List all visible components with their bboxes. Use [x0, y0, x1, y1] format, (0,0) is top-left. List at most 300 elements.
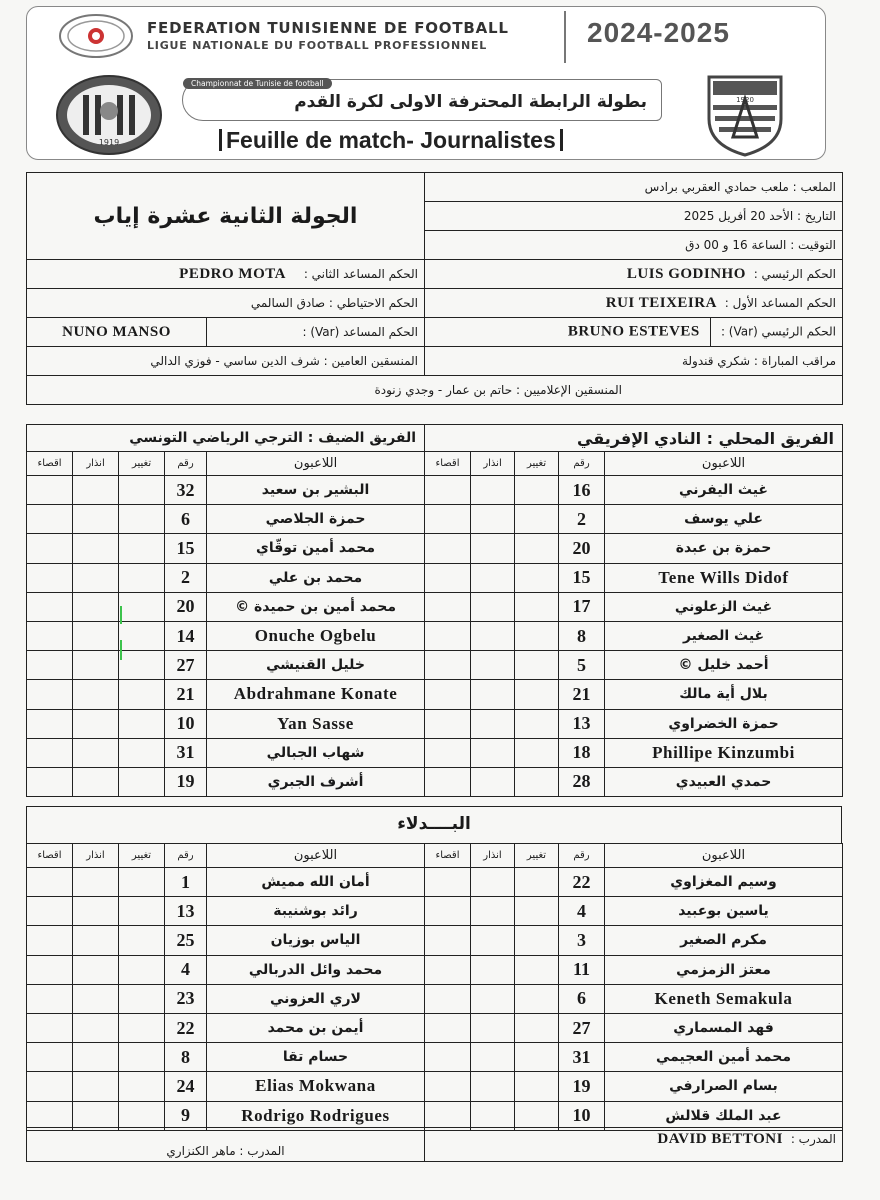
substitution-cell [119, 534, 165, 563]
substitution-cell [119, 738, 165, 767]
away-sub-row [27, 897, 425, 926]
round-title: الجولة الثانية عشرة إياب [27, 173, 425, 260]
expulsion-cell [27, 1043, 73, 1072]
player-name: Tene Wills Didof [605, 563, 843, 592]
general-coordinators: المنسقين العامين : شرف الدين ساسي - فوزي الدالي [27, 347, 425, 376]
col-warning: انذار [73, 452, 119, 476]
sheet-header [26, 6, 826, 160]
player-number: 22 [165, 1013, 207, 1042]
away-sub-row [27, 984, 425, 1013]
substitution-cell [515, 897, 559, 926]
warning-cell [73, 738, 119, 767]
warning-cell [73, 1101, 119, 1130]
col-substitution: تغيير [515, 452, 559, 476]
away-sub-row [27, 1101, 425, 1130]
expulsion-cell [425, 955, 471, 984]
player-name: حسام تقا [207, 1043, 425, 1072]
away-starter-row [27, 767, 425, 796]
warning-cell [73, 505, 119, 534]
home-starter-row [425, 621, 843, 650]
warning-cell [471, 534, 515, 563]
col-number: رقم [559, 844, 605, 868]
reserve-referee: الحكم الاحتياطي : صادق السالمي [27, 289, 425, 318]
col-players: اللاعبون [207, 844, 425, 868]
player-number: 13 [165, 897, 207, 926]
player-number: 23 [165, 984, 207, 1013]
warning-cell [471, 926, 515, 955]
player-name: Onuche Ogbelu [207, 621, 425, 650]
match-commissioner: مراقب المباراة : شكري قندولة [425, 347, 843, 376]
championship-tag: Championnat de Tunisie de football [183, 78, 332, 89]
player-name: Rodrigo Rodrigues [207, 1101, 425, 1130]
warning-cell [471, 897, 515, 926]
warning-cell [471, 505, 515, 534]
substitution-cell [515, 1013, 559, 1042]
col-substitution: تغيير [119, 452, 165, 476]
player-number: 22 [559, 868, 605, 897]
player-number: 27 [165, 651, 207, 680]
player-name: ياسين بوعبيد [605, 897, 843, 926]
championship-banner [182, 79, 662, 121]
substitution-cell [515, 534, 559, 563]
substitution-cell [119, 592, 165, 621]
warning-cell [73, 984, 119, 1013]
home-sub-row [425, 1072, 843, 1101]
home-sub-row [425, 897, 843, 926]
player-name: حمزة الجلاصي [207, 505, 425, 534]
player-name: بلال أية مالك [605, 680, 843, 709]
player-number: 2 [559, 505, 605, 534]
assistant-referee-1-name: RUI TEIXEIRA [605, 294, 717, 311]
player-name: محمد أمين بن حميدة © [207, 592, 425, 621]
substitution-cell [119, 476, 165, 505]
substitution-cell [515, 1072, 559, 1101]
substitution-cell [119, 621, 165, 650]
col-substitution: تغيير [119, 844, 165, 868]
warning-cell [471, 1072, 515, 1101]
player-name: محمد بن علي [207, 563, 425, 592]
player-name: Elias Mokwana [207, 1072, 425, 1101]
expulsion-cell [27, 709, 73, 738]
expulsion-cell [27, 1101, 73, 1130]
away-starter-row [27, 621, 425, 650]
substitution-cell [515, 738, 559, 767]
player-number: 4 [559, 897, 605, 926]
expulsion-cell [27, 767, 73, 796]
expulsion-cell [425, 984, 471, 1013]
home-starter-row [425, 563, 843, 592]
expulsion-cell [27, 926, 73, 955]
player-name: علي يوسف [605, 505, 843, 534]
warning-cell [471, 651, 515, 680]
col-expulsion: اقصاء [27, 452, 73, 476]
warning-cell [471, 955, 515, 984]
player-number: 25 [165, 926, 207, 955]
away-starter-row [27, 680, 425, 709]
away-subs-table [26, 843, 425, 1131]
home-sub-row [425, 868, 843, 897]
main-referee-name: LUIS GODINHO [626, 265, 746, 282]
away-starter-row [27, 563, 425, 592]
player-number: 8 [559, 621, 605, 650]
player-number: 13 [559, 709, 605, 738]
warning-cell [73, 767, 119, 796]
stadium-info: الملعب : ملعب حمادي العقربي برادس [425, 173, 843, 202]
away-starters-table [26, 424, 425, 797]
player-name: غيث اليفرني [605, 476, 843, 505]
player-name: رائد بوشنيبة [207, 897, 425, 926]
expulsion-cell [425, 621, 471, 650]
home-sub-row [425, 1043, 843, 1072]
player-number: 24 [165, 1072, 207, 1101]
away-coach: المدرب : ماهر الكنزاري [27, 1128, 425, 1162]
substitution-cell [515, 505, 559, 534]
expulsion-cell [425, 592, 471, 621]
home-starter-row [425, 505, 843, 534]
col-expulsion: اقصاء [27, 844, 73, 868]
away-team-label: الفريق الضيف : الترجي الرياضي التونسي [27, 425, 425, 452]
expulsion-cell [425, 563, 471, 592]
substitution-cell [515, 984, 559, 1013]
player-name: Abdrahmane Konate [207, 680, 425, 709]
player-name: Yan Sasse [207, 709, 425, 738]
home-starter-row [425, 680, 843, 709]
home-sub-row [425, 955, 843, 984]
player-number: 19 [165, 767, 207, 796]
home-starter-row [425, 738, 843, 767]
var-referee-name: BRUNO ESTEVES [567, 323, 700, 340]
warning-cell [471, 476, 515, 505]
warning-cell [471, 563, 515, 592]
away-starter-row [27, 738, 425, 767]
player-number: 2 [165, 563, 207, 592]
substitution-cell [119, 984, 165, 1013]
away-starter-row [27, 651, 425, 680]
substitution-cell [515, 476, 559, 505]
home-team-label: الفريق المحلي : النادي الإفريقي [425, 425, 843, 452]
assistant-referee-2 [27, 260, 425, 289]
player-name: محمد أمين العجيمي [605, 1043, 843, 1072]
home-coach-name: DAVID BETTONI [657, 1131, 783, 1147]
expulsion-cell [425, 1013, 471, 1042]
expulsion-cell [27, 1072, 73, 1101]
player-name: مكرم الصغير [605, 926, 843, 955]
expulsion-cell [425, 476, 471, 505]
player-number: 6 [559, 984, 605, 1013]
warning-cell [471, 868, 515, 897]
main-referee [425, 260, 843, 289]
player-number: 20 [165, 592, 207, 621]
warning-cell [73, 1072, 119, 1101]
player-number: 21 [559, 680, 605, 709]
substitution-cell [119, 897, 165, 926]
season-label: 2024-2025 [587, 17, 730, 48]
federation-name: FEDERATION TUNISIENNE DE FOOTBALL [147, 19, 509, 37]
substitution-cell [119, 680, 165, 709]
var-divider [710, 318, 712, 346]
player-number: 1 [165, 868, 207, 897]
var-referee [425, 318, 843, 347]
warning-cell [73, 476, 119, 505]
expulsion-cell [27, 534, 73, 563]
player-name: Phillipe Kinzumbi [605, 738, 843, 767]
warning-cell [471, 592, 515, 621]
expulsion-cell [27, 955, 73, 984]
expulsion-cell [27, 651, 73, 680]
player-number: 28 [559, 767, 605, 796]
away-starter-row [27, 709, 425, 738]
player-name: حمزة بن عبدة [605, 534, 843, 563]
warning-cell [73, 534, 119, 563]
col-players: اللاعبون [605, 844, 843, 868]
warning-cell [73, 1043, 119, 1072]
expulsion-cell [27, 563, 73, 592]
player-name: فهد المسماري [605, 1013, 843, 1042]
var-assistant-name: NUNO MANSO [27, 318, 207, 347]
away-sub-row [27, 926, 425, 955]
warning-cell [471, 984, 515, 1013]
substitution-cell [515, 926, 559, 955]
warning-cell [73, 563, 119, 592]
var-assistant-label: الحكم المساعد (Var) : [207, 318, 425, 347]
substitution-cell [119, 767, 165, 796]
player-number: 9 [165, 1101, 207, 1130]
warning-cell [73, 897, 119, 926]
title-bar-left [219, 129, 222, 151]
expulsion-cell [425, 1101, 471, 1130]
player-number: 5 [559, 651, 605, 680]
club-africain-logo-year: 1920 [736, 96, 754, 104]
player-name: شهاب الجبالي [207, 738, 425, 767]
expulsion-cell [425, 738, 471, 767]
player-number: 4 [165, 955, 207, 984]
col-warning: انذار [73, 844, 119, 868]
warning-cell [73, 680, 119, 709]
sheet-title [215, 127, 567, 154]
expulsion-cell [425, 534, 471, 563]
substitution-cell [515, 592, 559, 621]
player-name: الياس بوزيان [207, 926, 425, 955]
warning-cell [471, 680, 515, 709]
warning-cell [471, 709, 515, 738]
expulsion-cell [425, 1072, 471, 1101]
player-number: 6 [165, 505, 207, 534]
player-name: لاري العزوني [207, 984, 425, 1013]
home-coach-label: المدرب : [790, 1132, 836, 1146]
player-name: غيث الصغير [605, 621, 843, 650]
warning-cell [471, 621, 515, 650]
league-name: LIGUE NATIONALE DU FOOTBALL PROFESSIONNEL [147, 39, 488, 52]
expulsion-cell [27, 868, 73, 897]
home-subs-table [424, 843, 843, 1131]
player-number: 16 [559, 476, 605, 505]
expulsion-cell [27, 505, 73, 534]
warning-cell [471, 738, 515, 767]
expulsion-cell [425, 897, 471, 926]
home-starter-row [425, 651, 843, 680]
col-number: رقم [165, 844, 207, 868]
away-sub-row [27, 1072, 425, 1101]
player-number: 15 [559, 563, 605, 592]
expulsion-cell [425, 709, 471, 738]
col-expulsion: اقصاء [425, 452, 471, 476]
away-starter-row [27, 505, 425, 534]
col-expulsion: اقصاء [425, 844, 471, 868]
main-referee-label: الحكم الرئيسي : [753, 266, 837, 281]
player-name: حمدي العبيدي [605, 767, 843, 796]
col-substitution: تغيير [515, 844, 559, 868]
substitution-cell [515, 651, 559, 680]
esperance-logo-year: 1919 [98, 138, 120, 147]
substitution-cell [515, 1043, 559, 1072]
substitution-cell [515, 1101, 559, 1130]
expulsion-cell [425, 868, 471, 897]
player-number: 10 [559, 1101, 605, 1130]
expulsion-cell [27, 476, 73, 505]
player-number: 21 [165, 680, 207, 709]
warning-cell [471, 767, 515, 796]
assistant-referee-2-label: الحكم المساعد الثاني : [303, 266, 419, 281]
away-sub-row [27, 1013, 425, 1042]
assistant-referee-1-label: الحكم المساعد الأول : [724, 295, 837, 310]
warning-cell [73, 592, 119, 621]
expulsion-cell [27, 984, 73, 1013]
away-sub-row [27, 1043, 425, 1072]
player-number: 3 [559, 926, 605, 955]
away-starter-row [27, 592, 425, 621]
expulsion-cell [27, 621, 73, 650]
col-warning: انذار [471, 844, 515, 868]
player-number: 31 [165, 738, 207, 767]
substitution-cell [515, 868, 559, 897]
substitutes-title: البــــدلاء [26, 806, 842, 844]
substitution-cell [119, 1072, 165, 1101]
home-starter-row [425, 709, 843, 738]
substitution-cell [119, 1101, 165, 1130]
col-warning: انذار [471, 452, 515, 476]
esperance-logo-icon [53, 73, 165, 157]
substitution-cell [119, 709, 165, 738]
expulsion-cell [425, 505, 471, 534]
assistant-referee-1 [425, 289, 843, 318]
title-bar-right [560, 129, 563, 151]
substitution-cell [119, 926, 165, 955]
substitution-cell [119, 651, 165, 680]
home-starters-table [424, 424, 843, 797]
home-sub-row [425, 1013, 843, 1042]
player-number: 31 [559, 1043, 605, 1072]
championship-title: بطولة الرابطة المحترفة الاولى لكرة القدم [294, 92, 647, 112]
media-coordinators: المنسقين الإعلاميين : حاتم بن عمار - وجدي زنودة [27, 376, 843, 405]
warning-cell [471, 1101, 515, 1130]
col-number: رقم [165, 452, 207, 476]
player-name: محمد وائل الدربالي [207, 955, 425, 984]
player-number: 20 [559, 534, 605, 563]
warning-cell [73, 1013, 119, 1042]
player-number: 11 [559, 955, 605, 984]
warning-cell [73, 709, 119, 738]
substitution-cell [515, 955, 559, 984]
substitution-cell [515, 709, 559, 738]
coaches-table [26, 1127, 843, 1162]
green-pen-mark [120, 606, 122, 624]
player-number: 8 [165, 1043, 207, 1072]
player-name: حمزة الخضراوي [605, 709, 843, 738]
expulsion-cell [425, 651, 471, 680]
expulsion-cell [425, 680, 471, 709]
player-name: أمان الله مميش [207, 868, 425, 897]
player-name: وسيم المغزاوي [605, 868, 843, 897]
home-starter-row [425, 592, 843, 621]
player-name: Keneth Semakula [605, 984, 843, 1013]
substitution-cell [119, 955, 165, 984]
player-name: أشرف الجبري [207, 767, 425, 796]
player-number: 32 [165, 476, 207, 505]
home-starter-row [425, 476, 843, 505]
sheet-title-text: Feuille de match- Journalistes [226, 127, 556, 153]
player-name: محمد أمين توقّاي [207, 534, 425, 563]
player-name: غيث الزعلوني [605, 592, 843, 621]
expulsion-cell [27, 680, 73, 709]
player-number: 17 [559, 592, 605, 621]
col-number: رقم [559, 452, 605, 476]
assistant-referee-2-name: PEDRO MOTA [179, 265, 286, 282]
warning-cell [471, 1043, 515, 1072]
warning-cell [73, 868, 119, 897]
substitution-cell [119, 563, 165, 592]
substitution-cell [119, 1013, 165, 1042]
player-name: أحمد خليل © [605, 651, 843, 680]
substitution-cell [515, 680, 559, 709]
substitution-cell [515, 767, 559, 796]
warning-cell [73, 955, 119, 984]
player-number: 15 [165, 534, 207, 563]
var-referee-label: الحكم الرئيسي (Var) : [720, 324, 837, 339]
away-starter-row [27, 476, 425, 505]
expulsion-cell [425, 926, 471, 955]
substitution-cell [515, 563, 559, 592]
warning-cell [73, 651, 119, 680]
col-players: اللاعبون [207, 452, 425, 476]
player-name: خليل القنيشي [207, 651, 425, 680]
player-number: 19 [559, 1072, 605, 1101]
expulsion-cell [425, 767, 471, 796]
warning-cell [73, 926, 119, 955]
expulsion-cell [27, 1013, 73, 1042]
player-name: بسام الصرارفي [605, 1072, 843, 1101]
substitution-cell [515, 621, 559, 650]
substitution-cell [119, 1043, 165, 1072]
substitution-cell [119, 505, 165, 534]
warning-cell [73, 621, 119, 650]
home-sub-row [425, 1101, 843, 1130]
warning-cell [471, 1013, 515, 1042]
expulsion-cell [27, 738, 73, 767]
player-number: 10 [165, 709, 207, 738]
player-name: البشير بن سعيد [207, 476, 425, 505]
green-pen-mark [120, 640, 122, 660]
match-info-table [26, 172, 843, 405]
home-sub-row [425, 926, 843, 955]
away-sub-row [27, 868, 425, 897]
player-name: أيمن بن محمد [207, 1013, 425, 1042]
expulsion-cell [27, 592, 73, 621]
ftf-logo-icon [57, 13, 135, 59]
home-sub-row [425, 984, 843, 1013]
header-divider [564, 11, 566, 63]
player-number: 18 [559, 738, 605, 767]
home-starter-row [425, 534, 843, 563]
